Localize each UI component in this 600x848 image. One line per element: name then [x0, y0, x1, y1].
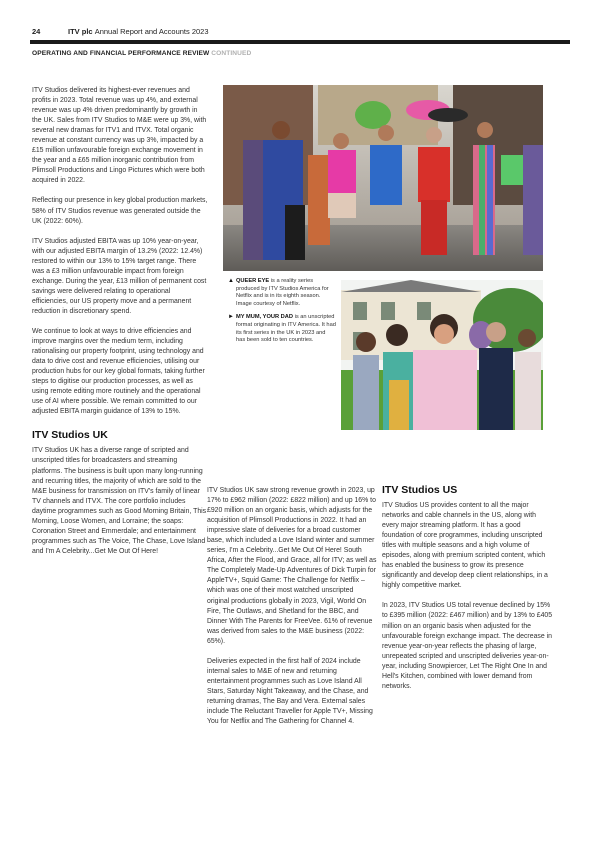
- brand-name: ITV plc: [68, 27, 93, 36]
- arrow-right-icon: ►: [228, 314, 234, 321]
- report-title: Annual Report and Accounts 2023: [94, 27, 209, 36]
- running-header: [32, 27, 209, 36]
- paragraph: Reflecting our presence in key global production markets, 58% of ITV Studios revenue was generated outside the UK (2022: 60%).: [32, 197, 208, 225]
- paragraph: ITV Studios UK saw strong revenue growth in 2023, up 17% to £962 million (2022: £822 million) and up 16% to £920 million on an organic basis, which adjusts for the acquisition of Plimsoll Productions in 2022. It had an impressive slate of deliveries for a broad customer base, which included a Love Island winter and summer series, I'm a Celebrity...Get Me Out Of Here! South Africa, After the Flood, and Grace, all for ITV; as well as The Completely Made-Up Adventures of Dick Turpin for AppleTV+, Squid Game: The Challenge for Netflix – which was one of their most watched unscripted original productions globally in 2023, Vigil, World On Fire, The Outlaws, and Shetland for the BBC, and Dinner With The Parents for FreeVee. 61% of revenue was derived from sales to the M&E business (2022: 65%).: [207, 487, 377, 645]
- paragraph: ITV Studios US provides content to all the major networks and cable channels in the US, along with every major streaming platform. It has a good foundation of core programmes, including unscripted titles with multiple seasons and a high volume of episodes, along with premium scripted content, which has enabled the business to grow its presence significantly and develop deep client relationships, in a highly competitive market.: [382, 502, 548, 590]
- caption-text: is a reality series produced by ITV Studios America for Netflix and is in its eighth season. Image courtesy of Netflix.: [236, 278, 329, 307]
- caption-text: is an unscripted format originating in ITV America. It had its first series in the UK in 2023 and has been sold to ten countries.: [236, 314, 336, 344]
- paragraph: ITV Studios UK has a diverse range of scripted and unscripted titles for broadcasters and streaming platforms. The business is built upon many long-running and recurring titles, the majority of which are sold to the M&E business for transmission on ITV's family of linear TV channels and ITVX. The core portfolio includes daytime programmes such as Good Morning Britain, This Morning, Loose Women, and Lorraine; the soaps: Coronation Street and Emmerdale; and entertainment programmes such as The Voice, The Chase, Love Island and I'm A Celebrity...Get Me Out Of Here!: [32, 447, 207, 555]
- header-rule: [30, 40, 570, 44]
- caption-my-mum-your-dad: [228, 314, 336, 344]
- section-title: [32, 50, 251, 57]
- paragraph: We continue to look at ways to drive efficiencies and improve margins over the medium term, including rationalising our property footprint, using technology and data to drive cost and revenue efficiencies, utilising our production hubs for our key global formats, taking further steps to digitise our production processes, as well as using remote editing more routinely and the operational use of AI where possible. We remain committed to our adjusted EBITA margin guidance of 13% to 15%.: [32, 327, 205, 416]
- paragraph: In 2023, ITV Studios US total revenue declined by 15% to £395 million (2022: £467 million) and by 13% to £405 million on an organic basis when adjusted for the unfavourable foreign exchange impact. The decrease in revenue year-on-year reflects the phasing of large, unrepeated scripted and unscripted deliveries year-on-year, including Snowpiercer, Let The Right One In and Hell's Kitchen, combined with lower demand from networks.: [382, 602, 553, 690]
- heading-itv-studios-us: ITV Studios US: [382, 484, 458, 496]
- photo-queer-eye: [223, 85, 543, 271]
- paragraph: ITV Studios adjusted EBITA was up 10% year-on-year, with our adjusted EBITA margin of 13.2% (2022: 12.4%) restored to within our 13% to 15% target range. There was a £3 million unfavourable impact from foreign exchange. During the year, £13 million of permanent cost savings were delivered relating to operational efficiencies, our US property move and a permanent reduction in discretionary spend.: [32, 237, 207, 315]
- page-number: 24: [32, 27, 41, 36]
- arrow-up-icon: ▲: [228, 278, 234, 284]
- heading-itv-studios-uk: ITV Studios UK: [32, 429, 108, 442]
- caption-title: MY MUM, YOUR DAD: [236, 314, 293, 321]
- section-continued: CONTINUED: [211, 50, 252, 57]
- column-middle: [207, 486, 377, 737]
- photo-captions: [228, 278, 336, 351]
- caption-queer-eye: [228, 278, 336, 308]
- paragraph: Deliveries expected in the first half of 2024 include internal sales to M&E of new and returning entertainment programmes such as Love Island All Stars, Saturday Night Takeaway, and the Chase, and returning dramas, The Bay and Vera. External sales include The Reluctant Traveller for Apple TV+, Missing You for Netflix and The Gathering for Channel 4.: [207, 657, 373, 726]
- paragraph: ITV Studios delivered its highest-ever revenues and profits in 2023. Total revenue was up 4%, and external revenue was up 4% driven predominantly by growth in the UK. Sales from ITV Studios to M&E were up 3%, with several new dramas for ITV1 and ITVX. Total organic revenue at constant currency was up 3%, impacted by a £15 million unfavourable foreign exchange movement in the year and a £65 million inorganic contribution from Plimsoll Productions and Lingo Pictures which were both acquired in 2022.: [32, 87, 207, 185]
- section-title-text: OPERATING AND FINANCIAL PERFORMANCE REVIEW: [32, 50, 210, 57]
- column-left: [32, 86, 208, 567]
- caption-title: QUEER EYE: [236, 278, 270, 284]
- photo-my-mum-your-dad: [341, 280, 543, 430]
- column-right: [382, 484, 554, 702]
